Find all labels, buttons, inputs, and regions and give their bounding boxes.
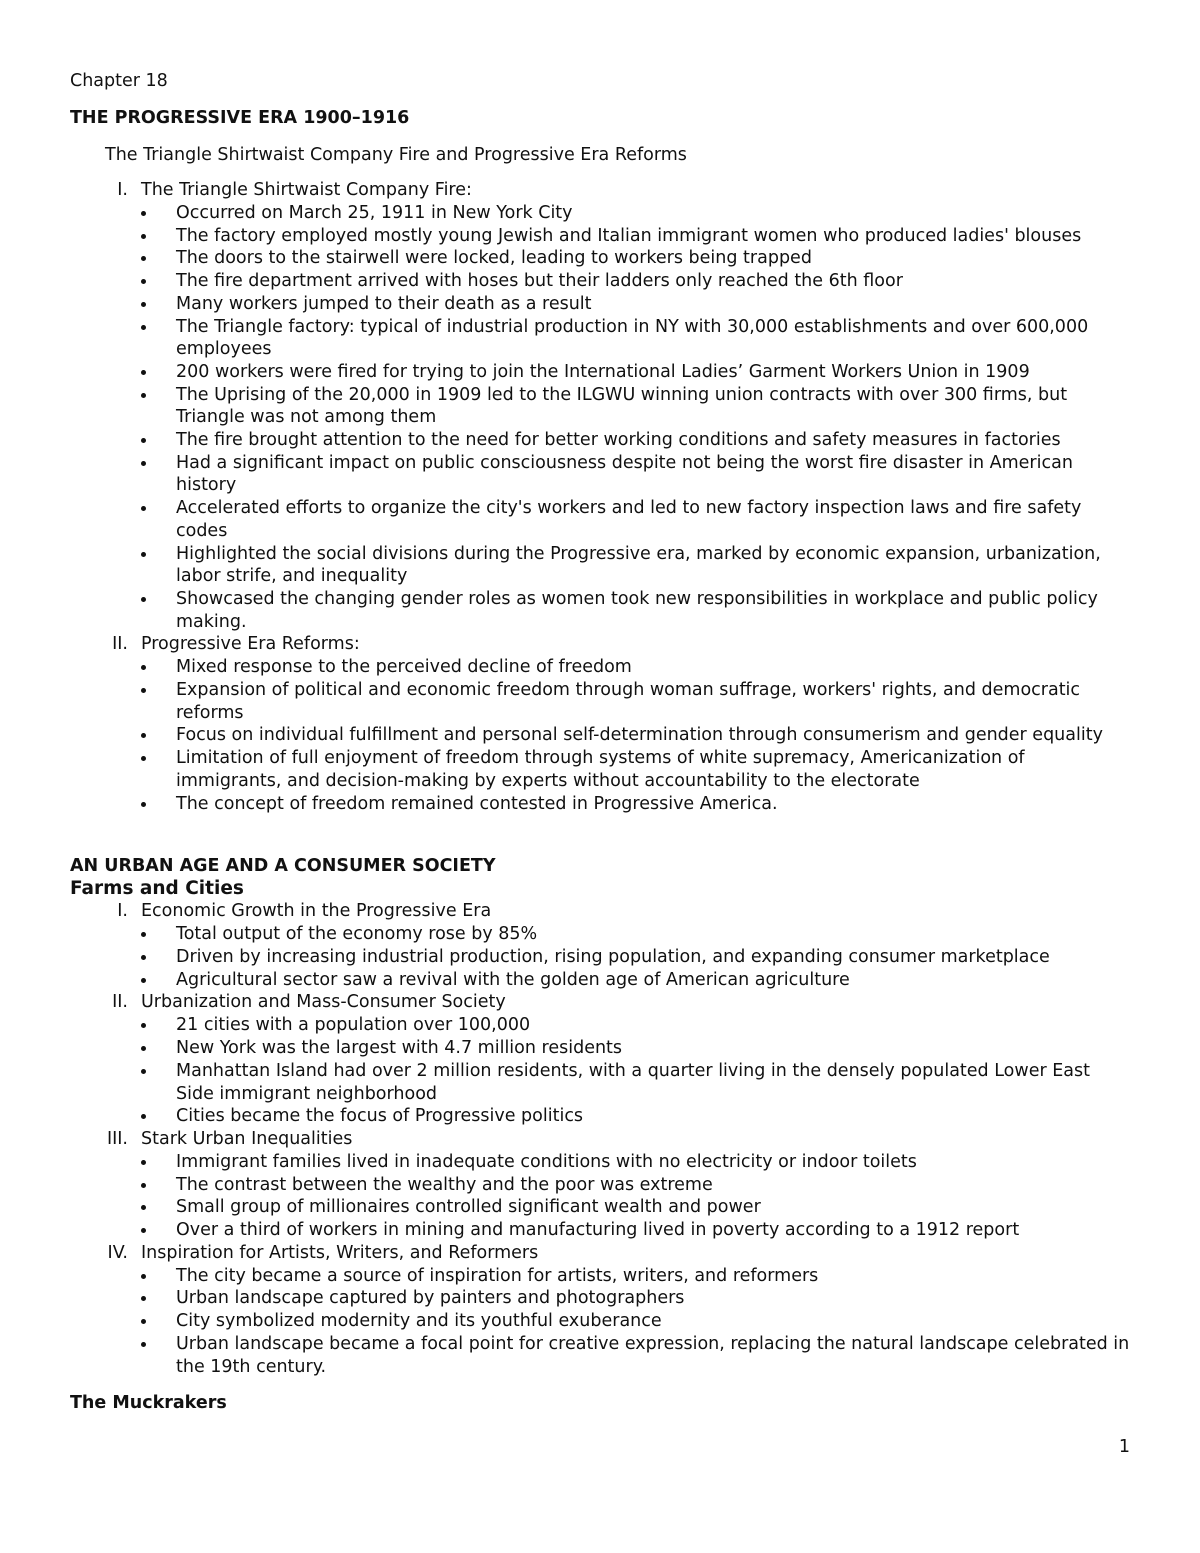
bullet-item <box>141 316 1130 361</box>
bullet-item <box>141 1105 1130 1128</box>
outline-item-title: Stark Urban Inequalities <box>141 1128 353 1149</box>
roman-numeral: I. <box>117 901 128 922</box>
bullet-item <box>141 293 1130 316</box>
bullet-item <box>141 588 1130 633</box>
bullet-icon <box>141 325 146 330</box>
bullet-icon <box>141 597 146 602</box>
bullet-icon <box>141 1114 146 1119</box>
bullet-icon <box>141 1183 146 1188</box>
bullet-icon <box>141 438 146 443</box>
bullet-text: The Triangle factory: typical of industrial production in NY with 30,000 establishments and over 600,000 employees <box>176 316 1089 360</box>
bullet-text: Mixed response to the perceived decline of freedom <box>176 657 632 678</box>
bullet-text: The fire department arrived with hoses but their ladders only reached the 6th floor <box>176 271 903 292</box>
roman-numeral: III. <box>106 1128 128 1149</box>
bullet-text: Agricultural sector saw a revival with the golden age of American agriculture <box>176 969 850 990</box>
bullet-text: City symbolized modernity and its youthful exuberance <box>176 1311 662 1332</box>
bullet-text: 21 cities with a population over 100,000 <box>176 1015 531 1036</box>
bullet-list <box>141 1014 1130 1128</box>
roman-numeral: II. <box>112 992 128 1013</box>
outline-item <box>70 1242 1130 1379</box>
bullet-icon <box>141 256 146 261</box>
bullet-item <box>141 1196 1130 1219</box>
bullet-item <box>141 247 1130 270</box>
page-number: 1 <box>1118 1437 1130 1457</box>
outline-item <box>70 633 1130 815</box>
bullet-icon <box>141 733 146 738</box>
bullet-item <box>141 679 1130 724</box>
outline-item <box>70 1128 1130 1242</box>
bullet-item <box>141 1060 1130 1105</box>
bullet-item <box>141 452 1130 497</box>
bullet-list <box>141 202 1130 633</box>
bullet-item <box>141 384 1130 429</box>
bullet-icon <box>141 756 146 761</box>
bullet-icon <box>141 978 146 983</box>
bullet-icon <box>141 234 146 239</box>
bullet-text: Showcased the changing gender roles as women took new responsibilities in workplace and public policy making. <box>176 588 1098 632</box>
bullet-text: Focus on individual fulfillment and personal self-determination through consumerism and gender equality <box>176 725 1103 746</box>
bullet-text: Cities became the focus of Progressive politics <box>176 1106 584 1127</box>
bullet-icon <box>141 1205 146 1210</box>
document-page <box>70 70 1130 1415</box>
outline-list-section-1 <box>70 179 1130 815</box>
outline-item-title: Urbanization and Mass-Consumer Society <box>141 992 506 1013</box>
bullet-list <box>141 1265 1130 1379</box>
outline-item <box>70 179 1130 633</box>
bullet-item <box>141 946 1130 969</box>
bullet-icon <box>141 1296 146 1301</box>
bullet-item <box>141 923 1130 946</box>
bullet-text: Small group of millionaires controlled significant wealth and power <box>176 1197 761 1218</box>
bullet-text: Immigrant families lived in inadequate conditions with no electricity or indoor toilets <box>176 1151 917 1172</box>
bullet-item <box>141 497 1130 542</box>
roman-numeral: II. <box>112 634 128 655</box>
bullet-item <box>141 1151 1130 1174</box>
bullet-text: Expansion of political and economic freedom through woman suffrage, workers' rights, and democratic reforms <box>176 680 1081 723</box>
bullet-icon <box>141 393 146 398</box>
bullet-item <box>141 543 1130 588</box>
bullet-icon <box>141 552 146 557</box>
outline-item <box>70 900 1130 991</box>
bullet-icon <box>141 302 146 307</box>
bullet-icon <box>141 370 146 375</box>
bullet-item <box>141 1014 1130 1037</box>
bullet-item <box>141 429 1130 452</box>
bullet-text: Total output of the economy rose by 85% <box>176 924 538 945</box>
bullet-list <box>141 923 1130 991</box>
bullet-icon <box>141 1319 146 1324</box>
bullet-text: Accelerated efforts to organize the city's workers and led to new factory inspection laws and fire safety codes <box>176 498 1082 541</box>
bullet-text: The fire brought attention to the need for better working conditions and safety measures in factories <box>176 430 1061 451</box>
chapter-label: Chapter 18 <box>70 71 168 91</box>
bullet-text: New York was the largest with 4.7 million residents <box>176 1038 623 1059</box>
bullet-text: Occurred on March 25, 1911 in New York City <box>176 203 573 223</box>
bullet-item <box>141 1333 1130 1378</box>
bullet-text: The contrast between the wealthy and the poor was extreme <box>176 1174 713 1195</box>
bullet-text: Urban landscape captured by painters and photographers <box>176 1288 685 1309</box>
bullet-icon <box>141 1069 146 1074</box>
bullet-text: Over a third of workers in mining and manufacturing lived in poverty according to a 1912 report <box>176 1220 1020 1241</box>
bullet-item <box>141 793 1130 816</box>
bullet-icon <box>141 955 146 960</box>
bullet-text: Manhattan Island had over 2 million residents, with a quarter living in the densely populated Lower East Side immigrant neighborhood <box>176 1060 1090 1104</box>
bullet-list <box>141 1151 1130 1242</box>
bullet-item <box>141 724 1130 747</box>
bullet-icon <box>141 1046 146 1051</box>
bullet-text: The concept of freedom remained contested in Progressive America. <box>176 793 778 814</box>
bullet-item <box>141 1174 1130 1197</box>
bullet-item <box>141 747 1130 792</box>
bullet-icon <box>141 506 146 511</box>
bullet-icon <box>141 211 146 216</box>
outline-item-title: Economic Growth in the Progressive Era <box>141 901 492 922</box>
bullet-item <box>141 1310 1130 1333</box>
bullet-icon <box>141 1160 146 1165</box>
outline-item-title: Progressive Era Reforms: <box>141 634 360 655</box>
section-subheading: Farms and Cities <box>70 878 244 900</box>
outline-item-title: The Triangle Shirtwaist Company Fire: <box>141 180 472 200</box>
bullet-text: 200 workers were fired for trying to join the International Ladies’ Garment Workers Union in 1909 <box>176 361 1030 382</box>
bullet-text: Urban landscape became a focal point for creative expression, replacing the natural landscape celebrated in the 19th century. <box>176 1333 1130 1377</box>
bullet-icon <box>141 1023 146 1028</box>
section-heading-muckrakers: The Muckrakers <box>70 1393 227 1414</box>
bullet-icon <box>141 279 146 284</box>
bullet-text: Highlighted the social divisions during the Progressive era, marked by economic expansion, urbanization, labor strife, and inequality <box>176 543 1101 587</box>
bullet-list <box>141 656 1130 815</box>
bullet-item <box>141 969 1130 992</box>
bullet-item <box>141 1287 1130 1310</box>
bullet-icon <box>141 1228 146 1233</box>
section-heading: AN URBAN AGE AND A CONSUMER SOCIETY <box>70 856 496 877</box>
bullet-item <box>141 1037 1130 1060</box>
bullet-text: Had a significant impact on public consciousness despite not being the worst fire disaster in American history <box>176 452 1073 496</box>
bullet-text: The Uprising of the 20,000 in 1909 led to the ILGWU winning union contracts with over 300 firms, but Triangle was not among them <box>176 384 1068 428</box>
bullet-icon <box>141 1274 146 1279</box>
outline-item-title: Inspiration for Artists, Writers, and Reformers <box>141 1242 539 1263</box>
chapter-title: THE PROGRESSIVE ERA 1900–1916 <box>70 108 410 128</box>
bullet-icon <box>141 665 146 670</box>
section-subtitle: The Triangle Shirtwaist Company Fire and Progressive Era Reforms <box>105 145 687 165</box>
bullet-text: The doors to the stairwell were locked, leading to workers being trapped <box>176 248 812 269</box>
bullet-item <box>141 361 1130 384</box>
bullet-item <box>141 270 1130 293</box>
outline-item <box>70 991 1130 1128</box>
bullet-item <box>141 656 1130 679</box>
bullet-text: Limitation of full enjoyment of freedom through systems of white supremacy, Americanization of immigrants, and decision-making by experts without accountability to the electorate <box>176 748 1025 791</box>
bullet-text: Driven by increasing industrial production, rising population, and expanding consumer marketplace <box>176 946 1050 967</box>
roman-numeral: I. <box>117 180 128 200</box>
outline-list-section-2 <box>70 900 1130 1378</box>
bullet-text: The city became a source of inspiration for artists, writers, and reformers <box>176 1265 819 1286</box>
bullet-icon <box>141 1342 146 1347</box>
roman-numeral: IV. <box>107 1242 128 1263</box>
bullet-icon <box>141 461 146 466</box>
bullet-text: Many workers jumped to their death as a result <box>176 293 592 314</box>
bullet-item <box>141 1265 1130 1288</box>
bullet-item <box>141 1219 1130 1242</box>
bullet-icon <box>141 688 146 693</box>
bullet-text: The factory employed mostly young Jewish and Italian immigrant women who produced ladies' blouses <box>176 225 1082 246</box>
bullet-icon <box>141 932 146 937</box>
bullet-item <box>141 202 1130 225</box>
bullet-icon <box>141 802 146 807</box>
bullet-item <box>141 225 1130 248</box>
